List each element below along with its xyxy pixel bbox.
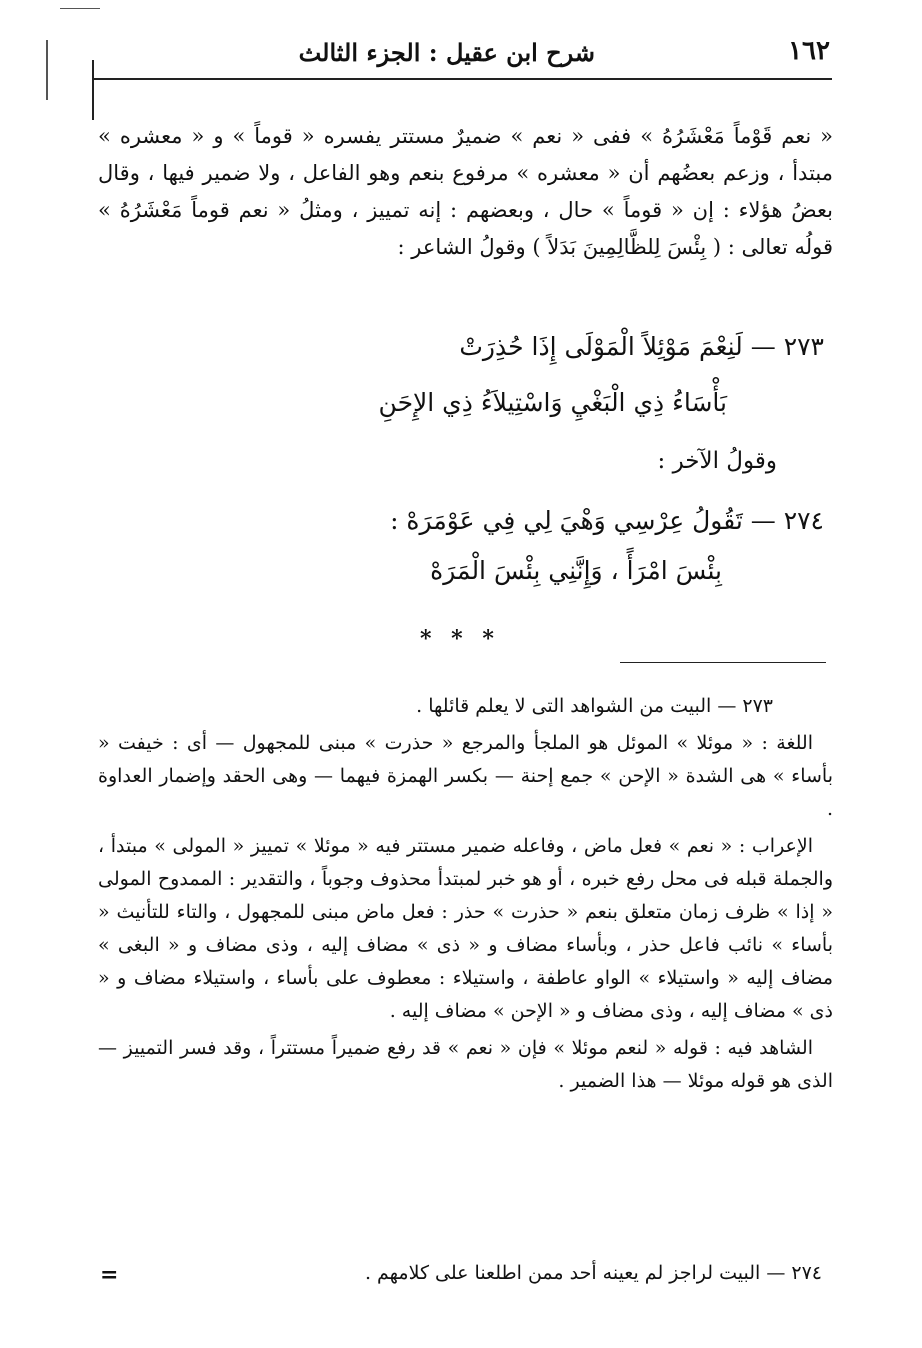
section-separator: * * * — [420, 626, 500, 652]
verse-273-first-hemistich: ٢٧٣ — لَنِعْمَ مَوْئِلاً الْمَوْلَى إِذَا حُذِرَتْ — [459, 332, 824, 361]
intro-other-poet: وقولُ الآخر : — [657, 448, 777, 474]
page-header — [95, 36, 830, 76]
scan-edge-mark — [46, 40, 48, 100]
main-text — [98, 118, 833, 266]
header-rule — [92, 78, 832, 80]
header-tick — [92, 60, 94, 120]
footnote-273-lugha: اللغة : « موئلا » الموئل هو الملجأ والمرجع « حذرت » مبنى للمجهول — أى : خيفت « بأساء » هى الشدة « الإحن » جمع إحنة — بكسر الهمزة فيهما — وهى الحقد وإضمار العداوة . — [98, 732, 833, 820]
verse-273-second-hemistich: بَأْسَاءُ ذِي الْبَغْيِ وَاسْتِيلاَءُ ذِي الإِحَنِ — [378, 388, 727, 417]
page-number: ١٦٢ — [788, 36, 830, 66]
footnotes — [98, 690, 833, 1102]
footnote-rule — [620, 662, 826, 663]
scan-edge-mark — [60, 8, 100, 9]
footnote-273-shahid: الشاهد فيه : قوله « لنعم موئلا » فإن « نعم » قد رفع ضميراً مستتراً ، وقد فسر التمييز — الذى هو قوله موئلا — هذا الضمير . — [98, 1037, 833, 1092]
footnote-274-heading: ٢٧٤ — البيت لراجز لم يعينه أحد ممن اطلعنا على كلامهم . — [364, 1262, 822, 1284]
footnote-273-heading: ٢٧٣ — البيت من الشواهد التى لا يعلم قائلها . — [416, 695, 773, 717]
footnote-273-irab: الإعراب : « نعم » فعل ماض ، وفاعله ضمير مستتر فيه « موئلا » تمييز « المولى » مبتدأ ، والجملة قبله فى محل رفع خبره ، أو هو خبر لمبتدأ محذوف وجوباً ، والتقدير : الممدوح المولى « إذا » ظرف زمان متعلق بنعم « حذرت » حذر : فعل ماض مبنى للمجهول ، والتاء للتأنيث « بأساء » نائب فاعل حذر ، وبأساء مضاف و « ذى » مضاف إليه ، وذى مضاف و « البغى » مضاف إليه « واستيلاء » الواو عاطفة ، واستيلاء : معطوف على بأساء ، واستيلاء مضاف و « ذى » مضاف إليه ، وذى مضاف و « الإحن » مضاف إليه . — [98, 835, 833, 1022]
verse-274-second-hemistich: بِئْسَ امْرَأً ، وَإِنَّنِي بِئْسَ الْمَرَهْ — [430, 556, 722, 585]
running-title: شرح ابن عقيل : الجزء الثالث — [298, 38, 595, 67]
main-paragraph: « نعم قَوْماً مَعْشَرُهُ » ففى « نعم » ضميرٌ مستتر يفسره « قوماً » و « معشره » مبتدأ ، وزعم بعضُهم أن « معشره » مرفوع بنعم وهو الفاعل ، ولا ضمير فيها ، وقال بعضُ هؤلاء : إن « قوماً » حال ، وبعضهم : إنه تمييز ، ومثلُ « نعم قوماً مَعْشَرُهُ » قولُه تعالى : ( بِئْسَ لِلظَّالِمِينَ بَدَلاً ) وقولُ الشاعر : — [98, 124, 833, 259]
verse-274-first-hemistich: ٢٧٤ — تَقُولُ عِرْسِي وَهْيَ لِي فِي عَوْمَرَهْ : — [390, 506, 824, 535]
continuation-mark: = — [100, 1262, 119, 1288]
